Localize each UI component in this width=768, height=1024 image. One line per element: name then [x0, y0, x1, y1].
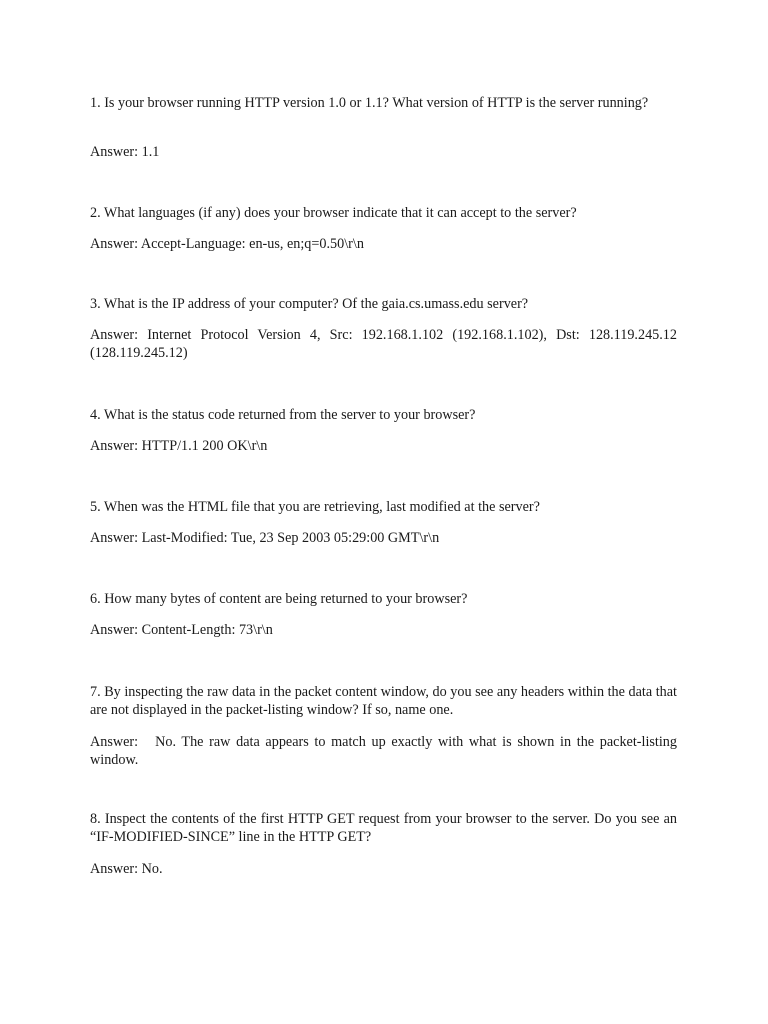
- question-8: 8. Inspect the contents of the first HTTP GET request from your browser to the server. Do you see an “IF-MODIFIED-SINCE” line in the HTTP GET?: [90, 811, 677, 845]
- answer-6: Answer: Content-Length: 73\r\n: [90, 622, 273, 638]
- answer-5: Answer: Last-Modified: Tue, 23 Sep 2003 05:29:00 GMT\r\n: [90, 530, 440, 546]
- question-7: 7. By inspecting the raw data in the packet content window, do you see any headers within the data that are not displayed in the packet-listing window? If so, name one.: [90, 684, 677, 718]
- question-5: 5. When was the HTML file that you are retrieving, last modified at the server?: [90, 499, 540, 515]
- question-4: 4. What is the status code returned from the server to your browser?: [90, 407, 476, 423]
- answer-4: Answer: HTTP/1.1 200 OK\r\n: [90, 438, 268, 454]
- question-6: 6. How many bytes of content are being returned to your browser?: [90, 591, 468, 607]
- answer-2: Answer: Accept-Language: en-us, en;q=0.50\r\n: [90, 236, 364, 252]
- answer-1: Answer: 1.1: [90, 144, 160, 160]
- question-1: 1. Is your browser running HTTP version 1.0 or 1.1? What version of HTTP is the server running?: [90, 95, 649, 111]
- answer-3: Answer: Internet Protocol Version 4, Src: 192.168.1.102 (192.168.1.102), Dst: 128.119.245.12 (128.119.245.12): [90, 327, 677, 361]
- answer-7: Answer: No. The raw data appears to match up exactly with what is shown in the packet-listing window.: [90, 734, 681, 768]
- question-2: 2. What languages (if any) does your browser indicate that it can accept to the server?: [90, 205, 577, 221]
- question-3: 3. What is the IP address of your computer? Of the gaia.cs.umass.edu server?: [90, 296, 529, 312]
- answer-8: Answer: No.: [90, 861, 163, 877]
